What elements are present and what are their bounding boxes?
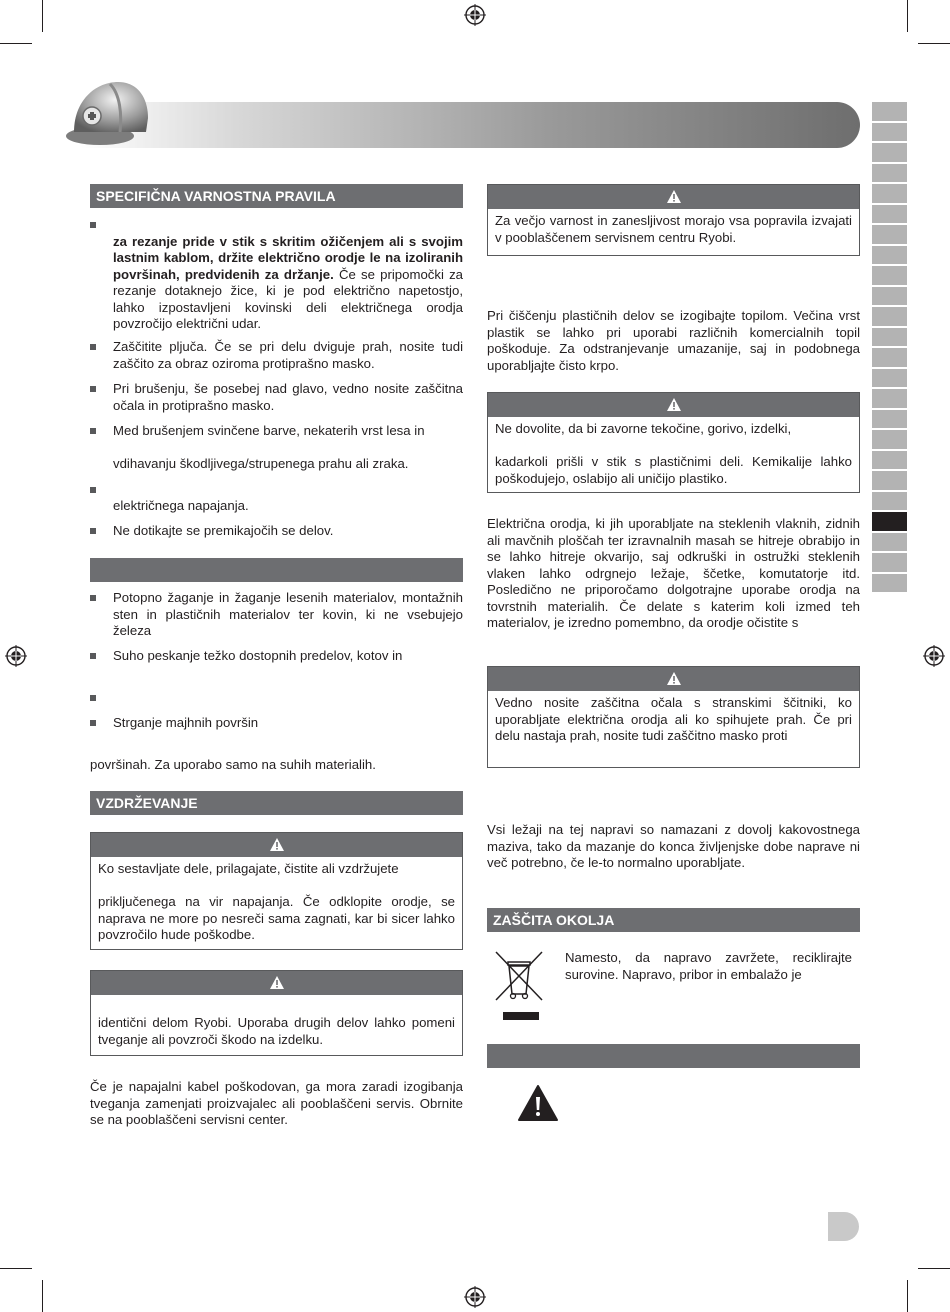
warning-box <box>487 392 860 493</box>
language-tabs <box>872 102 907 594</box>
bullet-continuation: vdihavanju škodljivega/strupenega prahu ali zraka. <box>113 456 409 471</box>
paragraph: Če je napajalni kabel poškodovan, ga mora zaradi izogibanja tveganja zamenjati proizvajalec ali pooblaščeni servis. Obrnite se na pooblaščeni servisni center. <box>90 1079 463 1127</box>
list-item <box>90 648 463 665</box>
section-header-specific-safety: SPECIFIČNA VARNOSTNA PRAVILA <box>90 184 463 208</box>
list-item <box>90 590 463 640</box>
warning-text: kadarkoli prišli v stik s plastičnimi deli. Kemikalije lahko poškodujejo, oslabijo ali uničijo plastiko. <box>495 454 852 486</box>
warning-text: Vedno nosite zaščitna očala s stranskimi ščitniki, ko uporabljate električna orodja ali ko spihujete prah. Če pri delu nastaja prah, nosite tudi zaščitno masko proti <box>495 695 852 743</box>
paragraph: Pri čiščenju plastičnih delov se izogibajte topilom. Večina vrst plastik se lahko pri uporabi različnih komercialnih topil poškoduje. Za odstranjevanje umazanije, saj in podobnega uporabljajte čisto krpo. <box>487 308 860 373</box>
warning-triangle-icon <box>666 189 682 204</box>
registration-mark-icon <box>923 645 945 667</box>
warning-box <box>487 666 860 768</box>
section-header-environment: ZAŠČITA OKOLJA <box>487 908 860 932</box>
warning-text: Za večjo varnost in zanesljivost morajo vsa popravila izvajati v pooblaščenem servisnem centru Ryobi. <box>495 213 852 245</box>
paragraph: Vsi ležaji na tej napravi so namazani z dovolj kakovostnega maziva, tako da mazanje do konca življenjske dobe naprave ni več potrebno, če le-to normalno uporabljate. <box>487 822 860 870</box>
bullet-text: Med brušenjem svinčene barve, nekaterih vrst lesa in <box>113 423 425 438</box>
active-language-tab <box>872 512 907 531</box>
bullet-bold-text: za rezanje pride v stik s skritim ožičenjem ali s svojim lastnim kablom, držite električno orodje le na izoliranih površinah, predvidenih za držanje. <box>113 233 463 282</box>
bullet-text: Če se pripomočki za rezanje dotaknejo žice, ki je pod električno napetostjo, lahko izpostavljeni kovinski deli električnega orodja povzročijo električni udar. <box>113 266 464 331</box>
section-header-maintenance: VZDRŽEVANJE <box>90 791 463 815</box>
section-header-blank <box>90 558 463 582</box>
warning-text: identični delom Ryobi. Uporaba drugih delov lahko pomeni tveganje ali povzroči škodo na izdelku. <box>98 1015 455 1047</box>
paragraph: Namesto, da napravo zavržete, reciklirajte surovine. Napravo, pribor in embalažo je <box>565 950 852 982</box>
bullet-text: Suho peskanje težko dostopnih predelov, kotov in <box>113 648 403 663</box>
page-number-tab <box>828 1212 859 1241</box>
bullet-text: Zaščitite pljuča. Če se pri delu dviguje prah, nosite tudi zaščito za obraz oziroma protiprašno masko. <box>113 339 463 371</box>
bullet-text: Potopno žaganje in žaganje lesenih materialov, montažnih sten in plastičnih materialov ter kovin, ki ne vsebujejo železa <box>113 590 463 638</box>
warning-text: priključenega na vir napajanja. Če odklopite orodje, se naprava ne more po nesreči sama zagnati, kar bi sicer lahko povzročilo hude poškodbe. <box>98 894 455 942</box>
safety-helmet-icon <box>60 74 156 154</box>
paragraph: Električna orodja, ki jih uporabljate na steklenih vlaknih, zidnih ali mavčnih ploščah ter izravnalnih masah se hitreje obrabijo in se lahko hitreje okvarijo, saj odkruški in ostružki steklenih vlaken lahko odrgnejo ležaje, ščetke, komutatorje itd. Posledično ne priporočamo dolgotrajne uporabe orodja na tovrstnih materialih. Če delate s katerim koli izmed teh materialov, je izredno pomembno, da orodje očistite s <box>487 516 860 630</box>
warning-triangle-icon <box>666 671 682 686</box>
registration-mark-icon <box>464 1286 486 1308</box>
warning-triangle-icon <box>269 975 285 990</box>
list-item <box>90 523 463 540</box>
warning-box <box>90 832 463 950</box>
bullet-text: Strganje majhnih površin <box>113 715 259 730</box>
list-item <box>90 715 463 732</box>
paragraph: površinah. Za uporabo samo na suhih materialih. <box>90 757 376 772</box>
warning-box <box>487 184 860 256</box>
warning-text: Ne dovolite, da bi zavorne tekočine, gorivo, izdelki, <box>495 421 792 436</box>
bullet-text: Pri brušenju, še posebej nad glavo, vedno nosite zaščitna očala in protiprašno masko. <box>113 381 463 413</box>
list-item <box>90 423 463 440</box>
bullet-continuation: električnega napajanja. <box>113 498 249 513</box>
warning-triangle-icon <box>666 397 682 412</box>
warning-box <box>90 970 463 1056</box>
list-item <box>90 339 463 372</box>
warning-triangle-icon <box>269 837 285 852</box>
crossed-out-bin-icon <box>494 950 544 1022</box>
registration-mark-icon <box>464 4 486 26</box>
section-header-blank <box>487 1044 860 1068</box>
registration-mark-icon <box>5 645 27 667</box>
list-item <box>90 217 463 333</box>
warning-triangle-icon <box>517 1084 559 1122</box>
bullet-text: Ne dotikajte se premikajočih se delov. <box>113 523 334 538</box>
page-banner <box>80 102 860 148</box>
warning-text: Ko sestavljate dele, prilagajate, čistite ali vzdržujete <box>98 861 399 876</box>
list-item <box>90 381 463 414</box>
